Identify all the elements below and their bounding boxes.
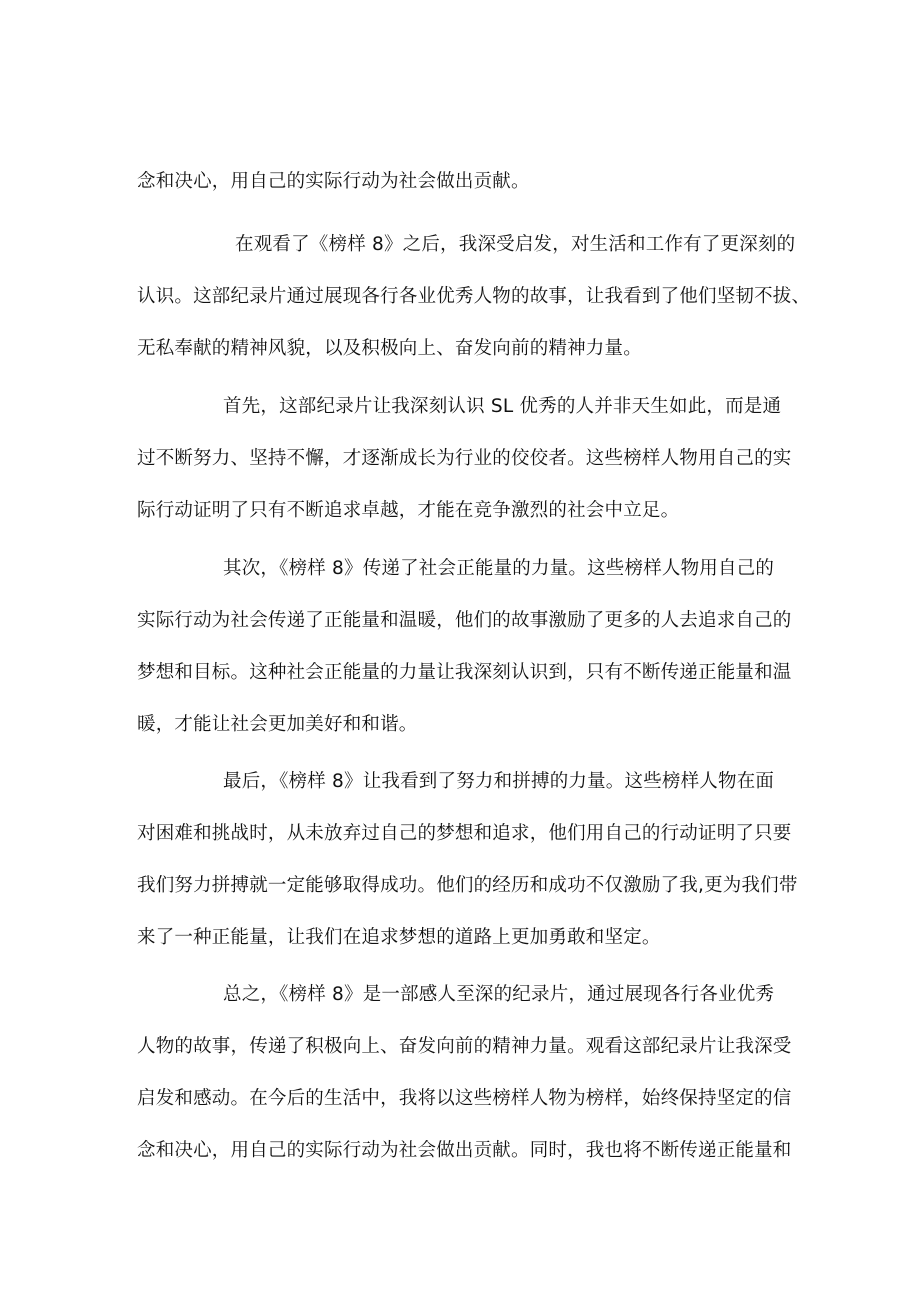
paragraph-5	[137, 969, 792, 1177]
text-line: 暖，才能让社会更加美好和和谐。	[137, 714, 418, 735]
text-line: 最后，《榜样 8》让我看到了努力和拼搏的力量。这些榜样人物在面	[223, 771, 775, 792]
paragraph-3	[137, 543, 792, 751]
paragraph-0	[137, 156, 787, 208]
text-line: 总之，《榜样 8》是一部感人至深的纪录片，通过展现各行各业优秀	[223, 984, 775, 1005]
text-line: 梦想和目标。这种社会正能量的力量让我深刻认识到，只有不断传递正能量和温	[137, 662, 792, 683]
text-line: 念和决心，用自己的实际行动为社会做出贡献。同时，我也将不断传递正能量和	[137, 1140, 792, 1161]
text-line: 过不断努力、坚持不懈，才逐渐成长为行业的佼佼者。这些榜样人物用自己的实	[137, 448, 792, 469]
text-line: 人物的故事，传递了积极向上、奋发向前的精神力量。观看这部纪录片让我深受	[137, 1036, 792, 1057]
text-line: 际行动证明了只有不断追求卓越，才能在竞争激烈的社会中立足。	[137, 500, 680, 521]
text-line: 无私奉献的精神风貌，以及积极向上、奋发向前的精神力量。	[137, 338, 642, 359]
paragraph-4	[137, 756, 798, 964]
text-line: 其次，《榜样 8》传递了社会正能量的力量。这些榜样人物用自己的	[223, 558, 775, 579]
text-line: 在观看了《榜样 8》之后，我深受启发，对生活和工作有了更深刻的	[235, 234, 796, 255]
text-line: 念和决心，用自己的实际行动为社会做出贡献。	[137, 171, 530, 192]
paragraph-2	[137, 381, 792, 537]
text-line: 首先，这部纪录片让我深刻认识 SL 优秀的人并非天生如此，而是通	[223, 396, 782, 417]
text-line: 来了一种正能量，让我们在追求梦想的道路上更加勇敢和坚定。	[137, 927, 661, 948]
text-line: 我们努力拼搏就一定能够取得成功。他们的经历和成功不仅激励了我,更为我们带	[137, 875, 798, 896]
paragraph-1	[137, 219, 811, 375]
text-line: 启发和感动。在今后的生活中，我将以这些榜样人物为榜样，始终保持坚定的信	[137, 1088, 792, 1109]
text-line: 实际行动为社会传递了正能量和温暖，他们的故事激励了更多的人去追求自己的	[137, 610, 792, 631]
text-line: 对困难和挑战时，从未放弃过自己的梦想和追求，他们用自己的行动证明了只要	[137, 823, 792, 844]
text-line: 认识。这部纪录片通过展现各行各业优秀人物的故事，让我看到了他们坚韧不拔、	[137, 286, 811, 307]
